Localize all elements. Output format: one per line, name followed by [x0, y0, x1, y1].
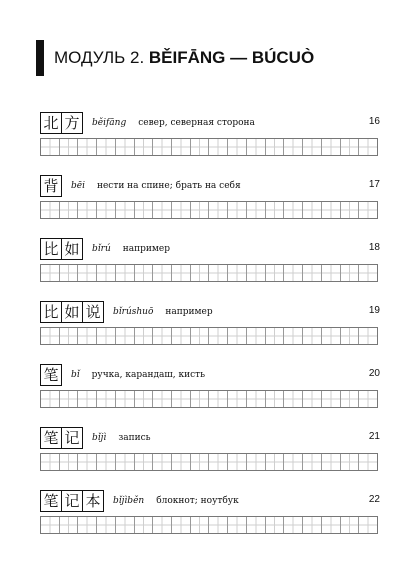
- practice-cell[interactable]: [172, 139, 191, 155]
- practice-cell[interactable]: [116, 391, 135, 407]
- practice-grid: [40, 264, 378, 282]
- practice-cell[interactable]: [172, 202, 191, 218]
- practice-cell[interactable]: [60, 265, 79, 281]
- practice-cell[interactable]: [191, 139, 210, 155]
- practice-cell[interactable]: [153, 265, 172, 281]
- practice-cell[interactable]: [78, 202, 97, 218]
- practice-cell[interactable]: [341, 391, 360, 407]
- translation: блокнот; ноутбук: [156, 496, 239, 506]
- practice-cell[interactable]: [135, 139, 154, 155]
- practice-cell[interactable]: [191, 202, 210, 218]
- practice-cell[interactable]: [191, 328, 210, 344]
- practice-cell[interactable]: [172, 454, 191, 470]
- practice-cell[interactable]: [135, 517, 154, 533]
- practice-cell[interactable]: [135, 202, 154, 218]
- practice-cell[interactable]: [266, 391, 285, 407]
- practice-cell[interactable]: [97, 265, 116, 281]
- practice-cell[interactable]: [266, 517, 285, 533]
- practice-cell[interactable]: [322, 391, 341, 407]
- practice-cell[interactable]: [303, 328, 322, 344]
- hanzi-character: 记: [61, 427, 83, 449]
- pinyin: bǐjì: [92, 433, 107, 443]
- practice-grid: [40, 138, 378, 156]
- practice-cell[interactable]: [97, 391, 116, 407]
- practice-cell[interactable]: [303, 391, 322, 407]
- practice-cell[interactable]: [341, 202, 360, 218]
- practice-cell[interactable]: [228, 517, 247, 533]
- practice-cell[interactable]: [266, 265, 285, 281]
- entry-number: 16: [368, 116, 380, 127]
- practice-cell[interactable]: [359, 391, 377, 407]
- practice-cell[interactable]: [247, 391, 266, 407]
- vocab-entry: [40, 486, 380, 549]
- practice-cell[interactable]: [153, 517, 172, 533]
- practice-cell[interactable]: [322, 139, 341, 155]
- translation: нести на спине; брать на себя: [96, 181, 241, 191]
- hanzi-boxes: [40, 175, 61, 197]
- practice-cell[interactable]: [359, 328, 377, 344]
- practice-cell[interactable]: [266, 139, 285, 155]
- practice-cell[interactable]: [116, 328, 135, 344]
- practice-cell[interactable]: [341, 265, 360, 281]
- practice-cell[interactable]: [247, 454, 266, 470]
- practice-cell[interactable]: [172, 391, 191, 407]
- practice-cell[interactable]: [209, 391, 228, 407]
- hanzi-character: 本: [82, 490, 104, 512]
- translation: например: [165, 307, 213, 317]
- practice-cell[interactable]: [359, 265, 377, 281]
- practice-cell[interactable]: [266, 454, 285, 470]
- hanzi-boxes: [40, 112, 82, 134]
- pinyin: bǐrúshuō: [113, 307, 154, 317]
- practice-cell[interactable]: [322, 202, 341, 218]
- practice-cell[interactable]: [97, 328, 116, 344]
- hanzi-character: 笔: [40, 364, 62, 386]
- practice-cell[interactable]: [341, 517, 360, 533]
- hanzi-character: 笔: [40, 490, 62, 512]
- vocab-entry: [40, 171, 380, 234]
- practice-cell[interactable]: [266, 328, 285, 344]
- practice-cell[interactable]: [153, 454, 172, 470]
- practice-cell[interactable]: [78, 454, 97, 470]
- practice-cell[interactable]: [41, 517, 60, 533]
- practice-cell[interactable]: [97, 454, 116, 470]
- practice-cell[interactable]: [303, 454, 322, 470]
- practice-cell[interactable]: [172, 517, 191, 533]
- practice-cell[interactable]: [116, 265, 135, 281]
- pinyin: bǐ: [71, 370, 80, 380]
- practice-cell[interactable]: [322, 265, 341, 281]
- practice-cell[interactable]: [266, 202, 285, 218]
- practice-cell[interactable]: [228, 391, 247, 407]
- hanzi-character: 北: [40, 112, 62, 134]
- entry-header: [40, 360, 380, 390]
- entry-header: [40, 234, 380, 264]
- pinyin: bǐrú: [92, 244, 111, 254]
- entry-number: 18: [368, 242, 380, 253]
- vocab-entry: [40, 423, 380, 486]
- hanzi-character: 比: [40, 238, 62, 260]
- practice-cell[interactable]: [41, 265, 60, 281]
- practice-cell[interactable]: [60, 391, 79, 407]
- practice-cell[interactable]: [41, 391, 60, 407]
- entry-header: [40, 171, 380, 201]
- practice-cell[interactable]: [322, 454, 341, 470]
- practice-cell[interactable]: [60, 139, 79, 155]
- module-header: [36, 40, 314, 76]
- entry-header: [40, 297, 380, 327]
- practice-grid: [40, 327, 378, 345]
- practice-cell[interactable]: [60, 328, 79, 344]
- hanzi-character: 比: [40, 301, 62, 323]
- hanzi-character: 记: [61, 490, 83, 512]
- entry-number: 22: [368, 494, 380, 505]
- practice-cell[interactable]: [153, 202, 172, 218]
- practice-cell[interactable]: [247, 517, 266, 533]
- vocab-entry: [40, 297, 380, 360]
- practice-cell[interactable]: [60, 454, 79, 470]
- hanzi-character: 如: [61, 238, 83, 260]
- practice-cell[interactable]: [97, 139, 116, 155]
- practice-cell[interactable]: [97, 202, 116, 218]
- hanzi-boxes: [40, 301, 103, 323]
- practice-cell[interactable]: [284, 454, 303, 470]
- practice-cell[interactable]: [359, 454, 377, 470]
- translation: север, северная сторона: [138, 118, 255, 128]
- practice-cell[interactable]: [135, 328, 154, 344]
- practice-cell[interactable]: [247, 265, 266, 281]
- practice-cell[interactable]: [284, 265, 303, 281]
- practice-cell[interactable]: [322, 328, 341, 344]
- practice-cell[interactable]: [153, 328, 172, 344]
- entry-number: 19: [368, 305, 380, 316]
- practice-cell[interactable]: [209, 265, 228, 281]
- hanzi-boxes: [40, 490, 103, 512]
- practice-cell[interactable]: [359, 517, 377, 533]
- practice-cell[interactable]: [60, 517, 79, 533]
- hanzi-boxes: [40, 427, 82, 449]
- vocab-entry: [40, 360, 380, 423]
- practice-cell[interactable]: [135, 391, 154, 407]
- module-range: BĚIFĀNG — BÚCUÒ: [148, 48, 315, 67]
- practice-cell[interactable]: [135, 265, 154, 281]
- practice-cell[interactable]: [228, 202, 247, 218]
- practice-cell[interactable]: [116, 454, 135, 470]
- translation: запись: [118, 433, 151, 443]
- practice-cell[interactable]: [78, 391, 97, 407]
- practice-cell[interactable]: [284, 202, 303, 218]
- vocab-entry: [40, 108, 380, 171]
- entry-number: 20: [368, 368, 380, 379]
- practice-cell[interactable]: [228, 328, 247, 344]
- practice-cell[interactable]: [303, 517, 322, 533]
- practice-cell[interactable]: [135, 454, 154, 470]
- practice-cell[interactable]: [97, 517, 116, 533]
- practice-cell[interactable]: [284, 391, 303, 407]
- entry-number: 21: [368, 431, 380, 442]
- entry-number: 17: [368, 179, 380, 190]
- practice-cell[interactable]: [322, 517, 341, 533]
- entry-header: [40, 108, 380, 138]
- practice-cell[interactable]: [78, 328, 97, 344]
- practice-cell[interactable]: [303, 202, 322, 218]
- practice-cell[interactable]: [247, 139, 266, 155]
- entry-header: [40, 486, 380, 516]
- pinyin: bēi: [71, 181, 85, 191]
- practice-cell[interactable]: [78, 517, 97, 533]
- practice-cell[interactable]: [284, 517, 303, 533]
- hanzi-character: 说: [82, 301, 104, 323]
- practice-cell[interactable]: [172, 265, 191, 281]
- practice-cell[interactable]: [284, 139, 303, 155]
- hanzi-character: 笔: [40, 427, 62, 449]
- practice-cell[interactable]: [78, 265, 97, 281]
- practice-cell[interactable]: [116, 139, 135, 155]
- vocabulary-list: [40, 108, 380, 549]
- practice-cell[interactable]: [60, 202, 79, 218]
- practice-cell[interactable]: [41, 328, 60, 344]
- practice-cell[interactable]: [41, 202, 60, 218]
- practice-cell[interactable]: [228, 265, 247, 281]
- hanzi-boxes: [40, 364, 61, 386]
- hanzi-boxes: [40, 238, 82, 260]
- translation: ручка, карандаш, кисть: [91, 370, 206, 380]
- practice-cell[interactable]: [247, 202, 266, 218]
- module-title: [54, 48, 314, 68]
- pinyin: bǐjìběn: [113, 496, 145, 506]
- practice-cell[interactable]: [41, 454, 60, 470]
- vocab-entry: [40, 234, 380, 297]
- practice-cell[interactable]: [116, 202, 135, 218]
- translation: например: [122, 244, 170, 254]
- practice-grid: [40, 516, 378, 534]
- module-prefix: МОДУЛЬ 2.: [54, 48, 145, 67]
- practice-cell[interactable]: [191, 517, 210, 533]
- practice-cell[interactable]: [116, 517, 135, 533]
- practice-cell[interactable]: [153, 391, 172, 407]
- practice-cell[interactable]: [303, 139, 322, 155]
- practice-cell[interactable]: [153, 139, 172, 155]
- practice-cell[interactable]: [172, 328, 191, 344]
- practice-cell[interactable]: [359, 139, 377, 155]
- practice-cell[interactable]: [341, 328, 360, 344]
- practice-grid: [40, 201, 378, 219]
- practice-cell[interactable]: [209, 328, 228, 344]
- practice-cell[interactable]: [228, 454, 247, 470]
- practice-cell[interactable]: [41, 139, 60, 155]
- practice-cell[interactable]: [209, 454, 228, 470]
- hanzi-character: 方: [61, 112, 83, 134]
- hanzi-character: 背: [40, 175, 62, 197]
- practice-cell[interactable]: [209, 202, 228, 218]
- practice-cell[interactable]: [78, 139, 97, 155]
- practice-cell[interactable]: [191, 265, 210, 281]
- practice-cell[interactable]: [303, 265, 322, 281]
- hanzi-character: 如: [61, 301, 83, 323]
- header-bar: [36, 40, 44, 76]
- practice-cell[interactable]: [359, 202, 377, 218]
- practice-cell[interactable]: [284, 328, 303, 344]
- practice-cell[interactable]: [209, 517, 228, 533]
- pinyin: běifāng: [92, 118, 127, 128]
- practice-grid: [40, 453, 378, 471]
- practice-cell[interactable]: [228, 139, 247, 155]
- practice-cell[interactable]: [341, 139, 360, 155]
- practice-cell[interactable]: [341, 454, 360, 470]
- practice-grid: [40, 390, 378, 408]
- practice-cell[interactable]: [191, 454, 210, 470]
- practice-cell[interactable]: [247, 328, 266, 344]
- practice-cell[interactable]: [209, 139, 228, 155]
- entry-header: [40, 423, 380, 453]
- practice-cell[interactable]: [191, 391, 210, 407]
